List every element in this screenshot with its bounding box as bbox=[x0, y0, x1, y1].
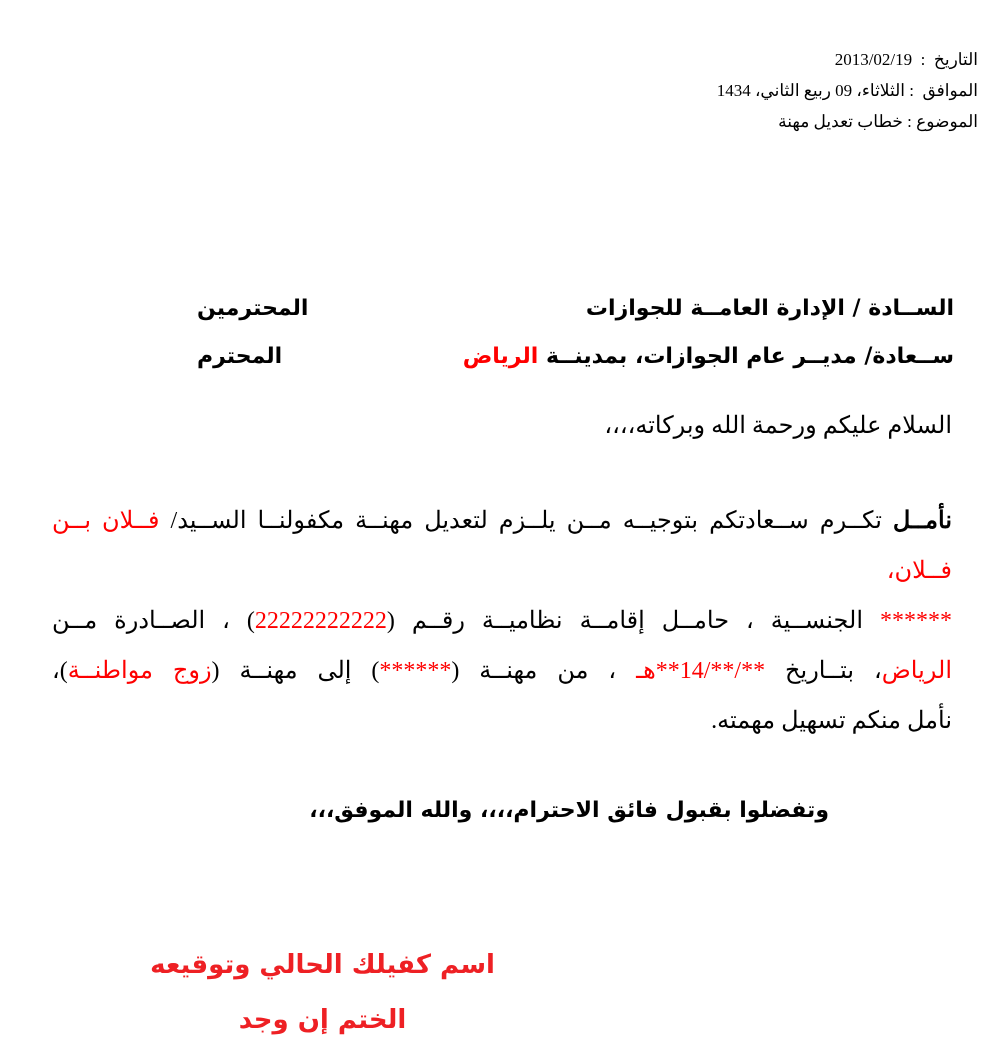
hijri-date-line: الموافق : الثلاثاء، 09 ربيع الثاني، 1434 bbox=[716, 81, 978, 100]
body-line-1 bbox=[52, 496, 952, 596]
from-profession-text: ، من مهنــة ( bbox=[451, 658, 637, 684]
request-text: تكــرم ســعادتكم بتوجيــه مــن يلــزم لتعديل مهنــة مكفولنــا الســيد/ bbox=[159, 508, 893, 534]
addressee-row-2 bbox=[197, 333, 954, 381]
old-profession-placeholder: ****** bbox=[379, 658, 452, 684]
signature-block bbox=[100, 938, 545, 1048]
to-profession-text: ) إلى مهنــة ( bbox=[211, 658, 380, 684]
nationality-placeholder: ****** bbox=[880, 608, 952, 634]
iqama-text: الجنســية ، حامــل إقامــة نظاميــة رقــم ( bbox=[386, 608, 880, 634]
addressee-director bbox=[463, 333, 954, 381]
addressee-row-1 bbox=[197, 285, 954, 333]
body-line-4: نأمل منكم تسهيل مهمته. bbox=[711, 708, 952, 734]
stamp-if-any-line: الختم إن وجد bbox=[238, 1005, 407, 1035]
letter-body bbox=[52, 496, 952, 746]
issued-from-text: ) ، الصــادرة مــن bbox=[52, 608, 255, 634]
addressee-organization: الســادة / الإدارة العامــة للجوازات bbox=[585, 296, 954, 321]
hijri-date-placeholder: **/**/14**هـ bbox=[636, 658, 766, 684]
salutation-line: السلام عليكم ورحمة الله وبركاته،،،، bbox=[604, 413, 952, 439]
subject-line: الموضوع : خطاب تعديل مهنة bbox=[778, 112, 978, 131]
sponsored-name-placeholder: فــلان بــن فــلان، bbox=[52, 508, 952, 584]
new-profession-placeholder: زوج مواطنــة bbox=[67, 658, 212, 684]
body-line-2 bbox=[52, 596, 952, 646]
issue-city-placeholder: الرياض bbox=[881, 658, 952, 684]
iqama-number-placeholder: 22222222222 bbox=[254, 608, 387, 634]
closing-courtesy-line: وتفضلوا بقبول فائق الاحترام،،،، والله الموفق،،، bbox=[309, 798, 829, 823]
honorific-plural: المحترمين bbox=[197, 296, 309, 321]
body-line-3 bbox=[52, 646, 952, 696]
hope-word: نأمــل bbox=[892, 508, 952, 534]
date-line: التاريخ : 2013/02/19 bbox=[834, 50, 978, 69]
addressee-block bbox=[197, 285, 954, 381]
sponsor-name-signature-line: اسم كفيلك الحالي وتوقيعه bbox=[150, 950, 495, 980]
closing-paren-text: )، bbox=[52, 658, 68, 684]
addressee-director-text: ســعادة/ مديــر عام الجوازات، بمدينــة bbox=[538, 344, 954, 369]
letter-header bbox=[0, 0, 1004, 137]
addressee-city-placeholder: الرياض bbox=[462, 344, 539, 369]
honorific-singular: المحترم bbox=[197, 344, 283, 369]
dated-text: ، بتــاريخ bbox=[765, 658, 882, 684]
